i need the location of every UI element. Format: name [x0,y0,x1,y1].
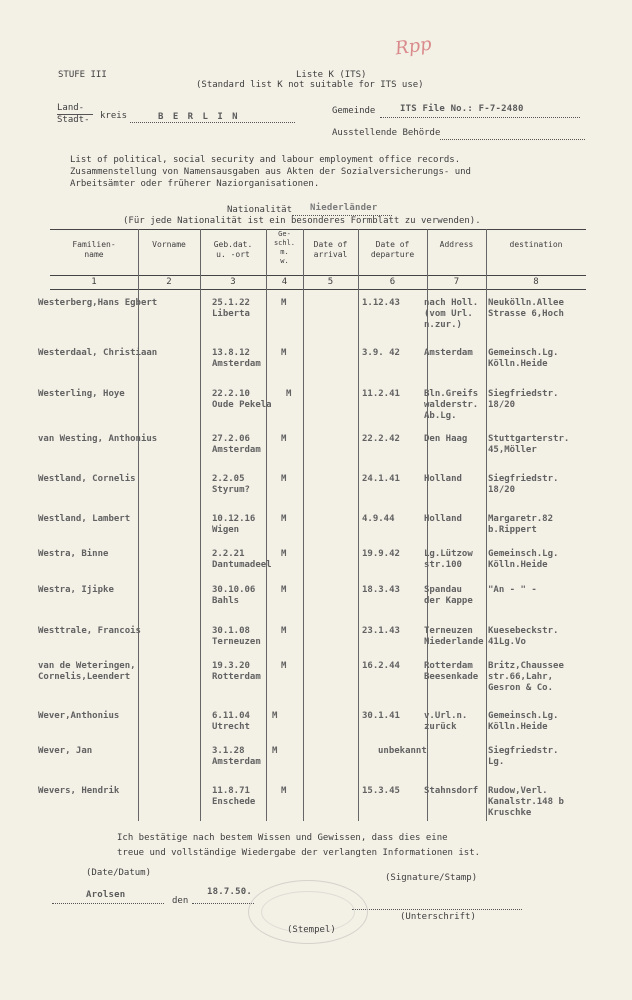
row-8-sex: M [281,585,287,595]
row-3-birth: 22.2.10 [212,389,250,399]
row-7-address: Lg.Lützow [424,549,473,559]
row-2-address: Amsterdam [424,348,473,358]
row-3-address2: walderstr. [424,400,479,410]
row-6-departure: 4.9.44 [362,514,395,524]
col-header-vorname: Vorname [152,240,186,249]
row-8-address: Spandau [424,585,462,595]
col-divider-2 [200,229,201,821]
col-header-departure: Date of departure [370,240,415,259]
row-10-dest2: str.66,Lahr, [488,672,554,682]
row-1-sex: M [281,298,287,308]
row-4-dest2: 45,Möller [488,445,537,455]
row-2-dest: Gemeinsch.Lg. [488,348,559,358]
col-header-destination: destination [509,240,563,249]
row-5-sex: M [281,474,287,484]
col-header-geburt: Geb.dat. u. -ort [213,240,253,259]
row-13-sex: M [281,786,287,796]
list-subtitle: (Standard list K not suitable for ITS use) [196,80,424,90]
row-8-address2: der Kappe [424,596,473,606]
row-10-address: Rotterdam [424,661,473,671]
place-value: Arolsen [86,890,126,900]
row-3-departure: 11.2.41 [362,389,400,399]
col-number-7: 7 [453,277,460,287]
row-13-address: Stahnsdorf [424,786,479,796]
row-2-sex: M [281,348,287,358]
gemeinde-dotted-line [380,117,580,118]
col-divider-7 [486,229,487,821]
row-10-dest3: Gesron & Co. [488,683,554,693]
signature-label: (Signature/Stamp) [385,873,478,883]
row-7-name: Westra, Binne [38,549,109,559]
handwritten-mark: Rpp [393,33,433,60]
row-10-address2: Beesenkade [424,672,479,682]
row-13-dest3: Kruschke [488,808,532,818]
row-11-birth2: Utrecht [212,722,250,732]
table-number-row-bottom-border [50,289,586,290]
row-10-sex: M [281,661,287,671]
col-number-1: 1 [91,277,97,287]
row-5-dest: Siegfriedstr. [488,474,559,484]
col-header-geschlecht: Ge- schl. m. w. [273,230,296,265]
stufe-label: STUFE III [58,70,107,80]
row-1-address2: (vom Url. [424,309,473,319]
row-11-dest: Gemeinsch.Lg. [488,711,559,721]
row-12-dest2: Lg. [488,757,505,767]
row-9-address2: Niederlande [424,637,484,647]
row-1-address3: n.zur.) [424,320,462,330]
row-7-dest2: Kölln.Heide [488,560,548,570]
row-10-departure: 16.2.44 [362,661,400,671]
description-line-2: Zusammenstellung von Namensausgaben aus Akten der Sozialversicherungs- und [70,167,471,177]
kreis-value: B E R L I N [158,112,240,122]
row-13-departure: 15.3.45 [362,786,400,796]
nationality-label: Nationalität [227,205,293,215]
row-5-birth: 2.2.05 [212,474,245,484]
col-number-5: 5 [327,277,334,287]
den-label: den [172,896,189,906]
row-9-birth2: Terneuzen [212,637,261,647]
row-11-address: v.Url.n. [424,711,468,721]
row-7-address2: str.100 [424,560,462,570]
row-3-dest: Siegfriedstr. [488,389,559,399]
row-13-birth: 11.8.71 [212,786,250,796]
col-header-arrival: Date of arrival [313,240,348,259]
row-10-name2: Cornelis,Leendert [38,672,131,682]
row-7-birth: 2.2.21 [212,549,245,559]
row-5-birth2: Styrum? [212,485,250,495]
row-9-sex: M [281,626,287,636]
description-line-3: Arbeitsämter oder früherer Naziorganisationen. [70,179,320,189]
row-9-address: Terneuzen [424,626,473,636]
row-12-dest: Siegfriedstr. [488,746,559,756]
row-11-departure: 30.1.41 [362,711,400,721]
row-4-birth: 27.2.06 [212,434,250,444]
row-9-name: Westtrale, Francois [38,626,141,636]
row-6-birth2: Wigen [212,525,240,535]
row-12-departure: unbekannt [378,746,427,756]
kreis-label: kreis [100,111,128,121]
row-3-name: Westerling, Hoye [38,389,125,399]
row-6-birth: 10.12.16 [212,514,256,524]
place-dotted-line [52,903,164,904]
land-stadt-divider [57,114,93,115]
row-12-name: Wever, Jan [38,746,93,756]
row-4-sex: M [281,434,287,444]
date-dotted-line [192,903,254,904]
certification-line-2: treue und vollständige Wiedergabe der verlangten Informationen ist. [117,848,481,858]
row-3-address3: Ab.Lg. [424,411,457,421]
row-12-sex: M [272,746,278,756]
row-8-birth: 30.10.06 [212,585,256,595]
col-number-8: 8 [533,277,539,287]
col-number-6: 6 [389,277,396,287]
gemeinde-label: Gemeinde [332,106,376,116]
behoerde-label: Ausstellende Behörde [332,128,441,138]
col-divider-1 [138,229,139,821]
row-6-dest: Margaretr.82 [488,514,554,524]
date-value: 18.7.50. [207,887,252,897]
row-7-birth2: Dantumadeel [212,560,272,570]
row-13-dest: Rudow,Verl. [488,786,548,796]
row-13-name: Wevers, Hendrik [38,786,120,796]
row-12-birth: 3.1.28 [212,746,245,756]
row-6-dest2: b.Rippert [488,525,537,535]
col-number-2: 2 [166,277,172,287]
row-4-address: Den Haag [424,434,468,444]
row-1-address: nach Holl. [424,298,479,308]
col-header-familienname: Familien- name [72,240,116,259]
row-2-departure: 3.9. 42 [362,348,400,358]
row-6-name: Westland, Lambert [38,514,131,524]
unterschrift-label: (Unterschrift) [400,912,476,922]
row-9-departure: 23.1.43 [362,626,400,636]
row-4-departure: 22.2.42 [362,434,400,444]
row-11-sex: M [272,711,278,721]
certification-line-1: Ich bestätige nach bestem Wissen und Gewissen, dass dies eine [117,833,448,843]
col-divider-5 [358,229,359,821]
row-3-dest2: 18/20 [488,400,516,410]
row-2-birth: 13.8.12 [212,348,250,358]
gemeinde-value: ITS File No.: F-7-2480 [400,104,524,114]
row-12-birth2: Amsterdam [212,757,261,767]
row-1-birth: 25.1.22 [212,298,250,308]
land-label: Land- [57,103,85,113]
behoerde-dotted-line [440,139,585,140]
col-divider-4 [303,229,304,821]
row-10-name: van de Weteringen, [38,661,136,671]
row-3-address: Bln.Greifs [424,389,479,399]
col-divider-3 [266,229,267,821]
stempel-label: (Stempel) [287,925,336,935]
row-7-sex: M [281,549,287,559]
row-10-dest: Britz,Chaussee [488,661,564,671]
row-1-name: Westerberg,Hans Egbert [38,298,158,308]
row-8-departure: 18.3.43 [362,585,400,595]
col-header-address: Address [439,240,474,249]
nationality-note: (Für jede Nationalität ist ein besonderes Formblatt zu verwenden). [123,216,481,226]
row-2-birth2: Amsterdam [212,359,261,369]
row-1-dest2: Strasse 6,Hoch [488,309,564,319]
row-5-departure: 24.1.41 [362,474,400,484]
row-3-sex: M [286,389,292,399]
row-8-birth2: Bahls [212,596,240,606]
description-line-1: List of political, social security and labour employment office records. [70,155,461,165]
row-3-birth2: Oude Pekela [212,400,272,410]
col-number-4: 4 [281,277,288,287]
row-1-departure: 1.12.43 [362,298,400,308]
row-6-sex: M [281,514,287,524]
row-9-dest: Kuesebeckstr. [488,626,559,636]
row-11-address2: zurück [424,722,457,732]
signature-dotted-line [352,909,522,910]
row-5-name: Westland, Cornelis [38,474,136,484]
row-10-birth: 19.3.20 [212,661,250,671]
table-top-border [50,229,586,230]
row-4-name: van Westing, Anthonius [38,434,158,444]
row-11-dest2: Kölln.Heide [488,722,548,732]
table-header-bottom-border [50,275,586,276]
col-number-3: 3 [230,277,236,287]
row-7-departure: 19.9.42 [362,549,400,559]
row-4-dest: Stuttgarterstr. [488,434,570,444]
row-8-name: Westra, Ijipke [38,585,114,595]
stadt-label: Stadt- [57,115,90,125]
row-13-dest2: Kanalstr.148 b [488,797,564,807]
row-6-address: Holland [424,514,462,524]
date-label: (Date/Datum) [86,868,152,878]
row-10-birth2: Rotterdam [212,672,261,682]
row-7-dest: Gemeinsch.Lg. [488,549,559,559]
row-9-birth: 30.1.08 [212,626,250,636]
row-4-birth2: Amsterdam [212,445,261,455]
row-5-dest2: 18/20 [488,485,516,495]
row-2-dest2: Kölln.Heide [488,359,548,369]
row-1-dest: Neukölln.Allee [488,298,564,308]
row-5-address: Holland [424,474,462,484]
row-8-dest: "An - " - [488,585,537,595]
row-13-birth2: Enschede [212,797,256,807]
list-title: Liste K (ITS) [296,70,367,80]
row-11-name: Wever,Anthonius [38,711,120,721]
row-2-name: Westerdaal, Christiaan [38,348,158,358]
nationality-value: Niederländer [310,203,378,213]
row-1-birth2: Liberta [212,309,250,319]
row-9-dest2: 41Lg.Vo [488,637,526,647]
row-11-birth: 6.11.04 [212,711,250,721]
